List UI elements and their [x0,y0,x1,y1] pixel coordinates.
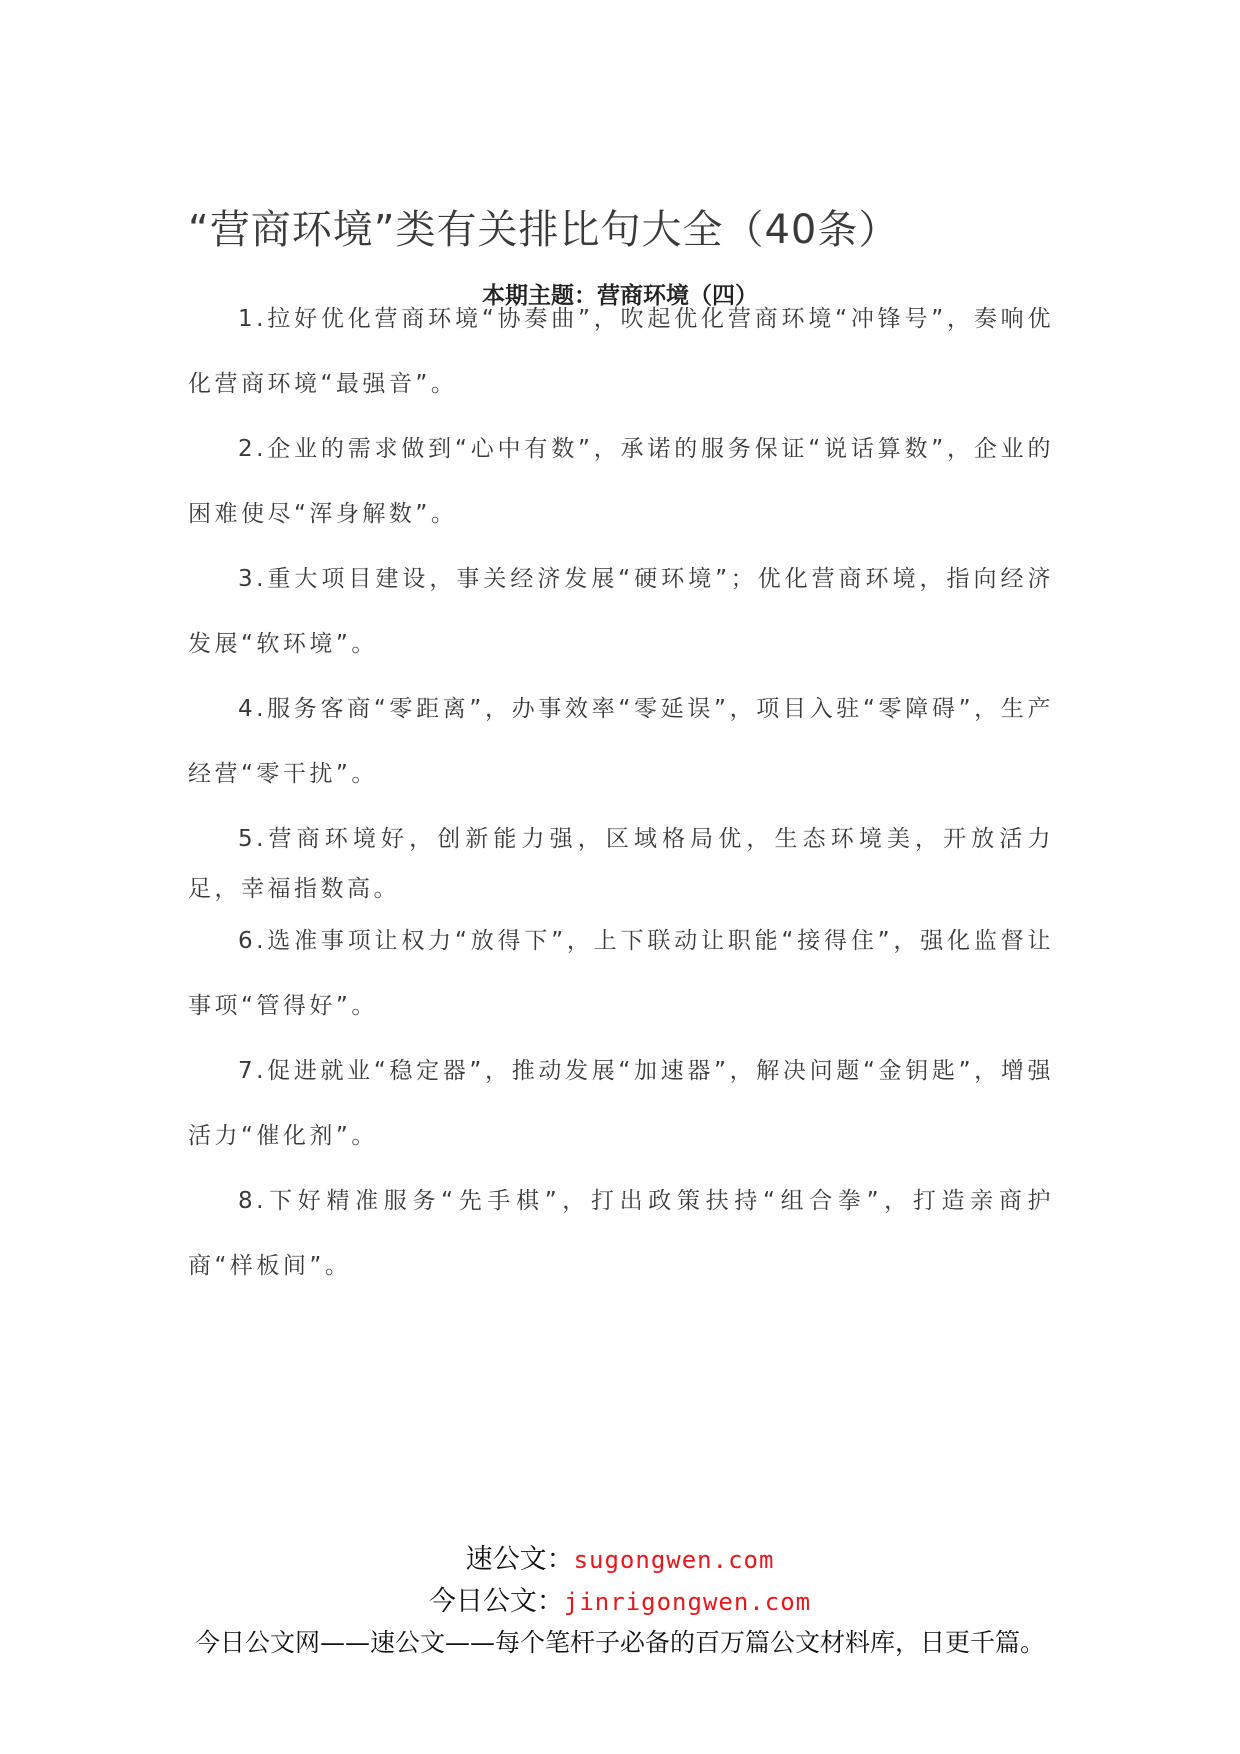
document-title: “营商环境”类有关排比句大全（40条） [188,207,900,253]
sugongwen-link[interactable]: sugongwen.com [573,1546,775,1574]
footer-sugongwen [0,1541,1240,1579]
footer-tagline: 今日公文网——速公文——每个笔杆子必备的百万篇公文材料库，日更千篇。 [194,1628,1045,1657]
list-item: 4.服务客商“零距离”，办事效率“零延误”，项目入驻“零障碍”，生产经营“零干扰”。 [188,696,1054,787]
list-item: 5.营商环境好，创新能力强，区域格局优，生态环境美，开放活力足，幸福指数高。 [188,826,1054,902]
footer-jinrigongwen [0,1583,1240,1621]
list-item: 7.促进就业“稳定器”，推动发展“加速器”，解决问题“金钥匙”，增强活力“催化剂”。 [188,1058,1054,1149]
document-subtitle: 本期主题：营商环境（四） [482,282,758,309]
list-item: 6.选准事项让权力“放得下”，上下联动让职能“接得住”，强化监督让事项“管得好”。 [188,928,1054,1019]
jinrigongwen-link[interactable]: jinrigongwen.com [563,1588,812,1616]
list-item: 1.拉好优化营商环境“协奏曲”，吹起优化营商环境“冲锋号”，奏响优化营商环境“最强音”。 [188,306,1054,397]
footer-sugongwen-label: 速公文： [465,1544,574,1575]
footer-jinrigongwen-label: 今日公文： [428,1586,564,1617]
list-item: 8.下好精准服务“先手棋”，打出政策扶持“组合拳”，打造亲商护商“样板间”。 [188,1188,1054,1279]
list-item: 3.重大项目建设，事关经济发展“硬环境”；优化营商环境，指向经济发展“软环境”。 [188,566,1054,657]
list-item: 2.企业的需求做到“心中有数”，承诺的服务保证“说话算数”，企业的困难使尽“浑身解数”。 [188,436,1054,527]
